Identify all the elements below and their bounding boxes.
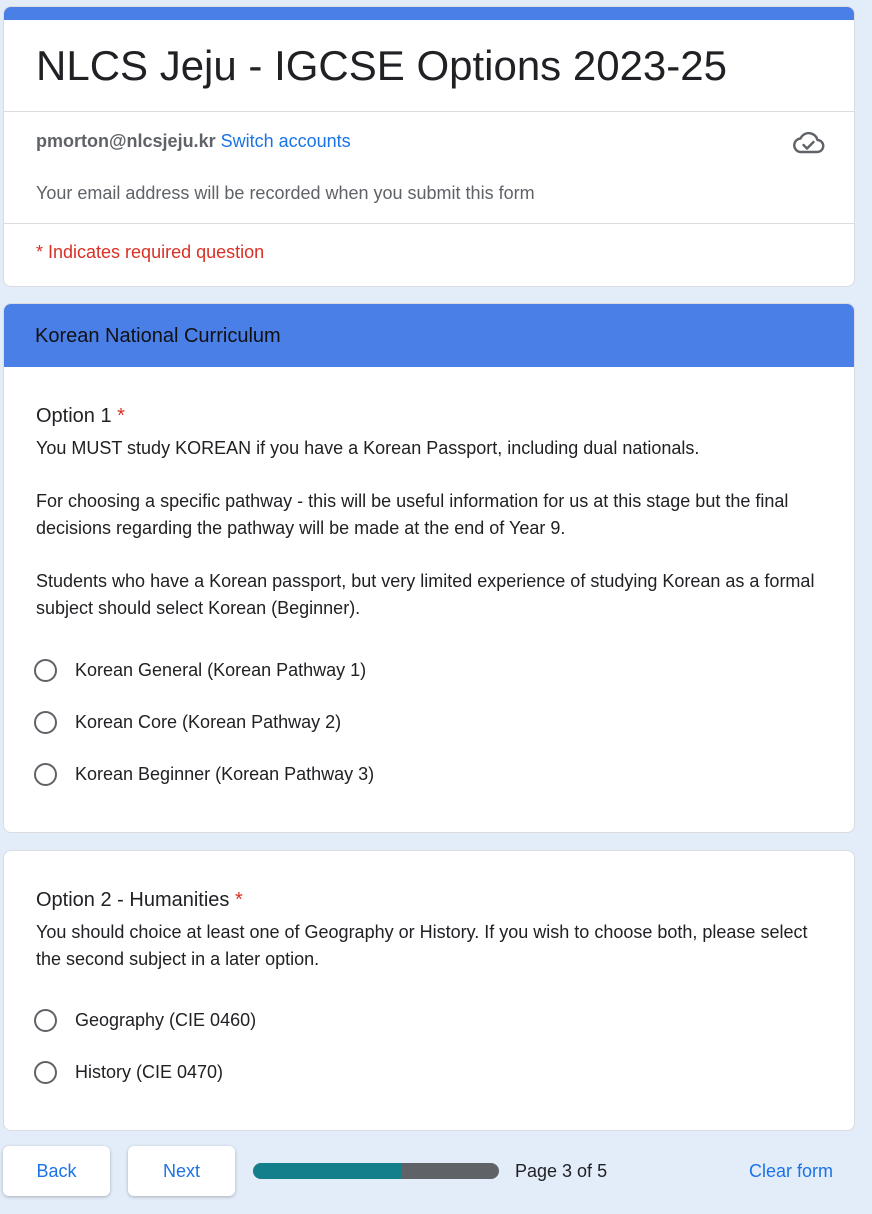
- question-description: [36, 435, 836, 622]
- question-title: [36, 403, 125, 429]
- question-option2-card: [3, 850, 855, 1131]
- description-paragraph: You should choice at least one of Geography or History. If you wish to choose both, please select the second subject in a later option.: [36, 922, 808, 969]
- email-recorded-note: Your email address will be recorded when you submit this form: [36, 183, 535, 203]
- radio-label[interactable]: Geography (CIE 0460): [75, 1010, 257, 1030]
- header-accent-bar: [4, 7, 854, 20]
- radio-unchecked-icon[interactable]: [34, 659, 57, 682]
- progress-bar-fill: [253, 1163, 401, 1179]
- radio-label[interactable]: Korean General (Korean Pathway 1): [75, 660, 367, 680]
- back-button[interactable]: Back: [3, 1146, 110, 1196]
- question-title-text: Option 2 - Humanities: [36, 889, 230, 911]
- description-paragraph: You MUST study KOREAN if you have a Korean Passport, including dual nationals.: [36, 438, 700, 458]
- description-paragraph: Students who have a Korean passport, but very limited experience of studying Korean as a formal subject should select Korean (Beginner).: [36, 571, 815, 618]
- section-header: [4, 304, 854, 367]
- question-option1-card: [3, 303, 855, 833]
- required-question-note: * Indicates required question: [36, 242, 265, 262]
- page-indicator: Page 3 of 5: [515, 1161, 608, 1181]
- radio-option-korean-core[interactable]: [34, 702, 341, 742]
- account-line: [36, 129, 351, 153]
- radio-option-history[interactable]: [34, 1052, 223, 1092]
- radio-option-geography[interactable]: [34, 1000, 256, 1040]
- radio-unchecked-icon[interactable]: [34, 763, 57, 786]
- description-paragraph: For choosing a specific pathway - this will be useful information for us at this stage but the final decisions regarding the pathway will be made at the end of Year 9.: [36, 491, 789, 538]
- radio-unchecked-icon[interactable]: [34, 711, 57, 734]
- radio-option-korean-general[interactable]: [34, 650, 366, 690]
- radio-label[interactable]: Korean Core (Korean Pathway 2): [75, 712, 342, 732]
- clear-form-button[interactable]: Clear form: [749, 1161, 834, 1181]
- question-title: [36, 887, 243, 913]
- cloud-check-icon[interactable]: [791, 129, 825, 157]
- question-description: [36, 919, 836, 973]
- header-divider-2: [4, 223, 854, 224]
- radio-label[interactable]: History (CIE 0470): [75, 1062, 224, 1082]
- required-asterisk: *: [117, 405, 125, 427]
- form-header-card: [3, 6, 855, 287]
- account-email: pmorton@nlcsjeju.kr: [36, 131, 216, 151]
- radio-unchecked-icon[interactable]: [34, 1009, 57, 1032]
- header-divider: [4, 111, 854, 112]
- section-title: Korean National Curriculum: [35, 325, 281, 347]
- question-title-text: Option 1: [36, 405, 112, 427]
- radio-label[interactable]: Korean Beginner (Korean Pathway 3): [75, 764, 375, 784]
- required-asterisk: *: [234, 889, 243, 911]
- next-button[interactable]: Next: [128, 1146, 235, 1196]
- radio-option-korean-beginner[interactable]: [34, 754, 374, 794]
- radio-unchecked-icon[interactable]: [34, 1061, 57, 1084]
- form-title: NLCS Jeju - IGCSE Options 2023-25: [36, 42, 727, 89]
- progress-bar: [253, 1163, 499, 1179]
- switch-accounts-link[interactable]: Switch accounts: [220, 131, 351, 151]
